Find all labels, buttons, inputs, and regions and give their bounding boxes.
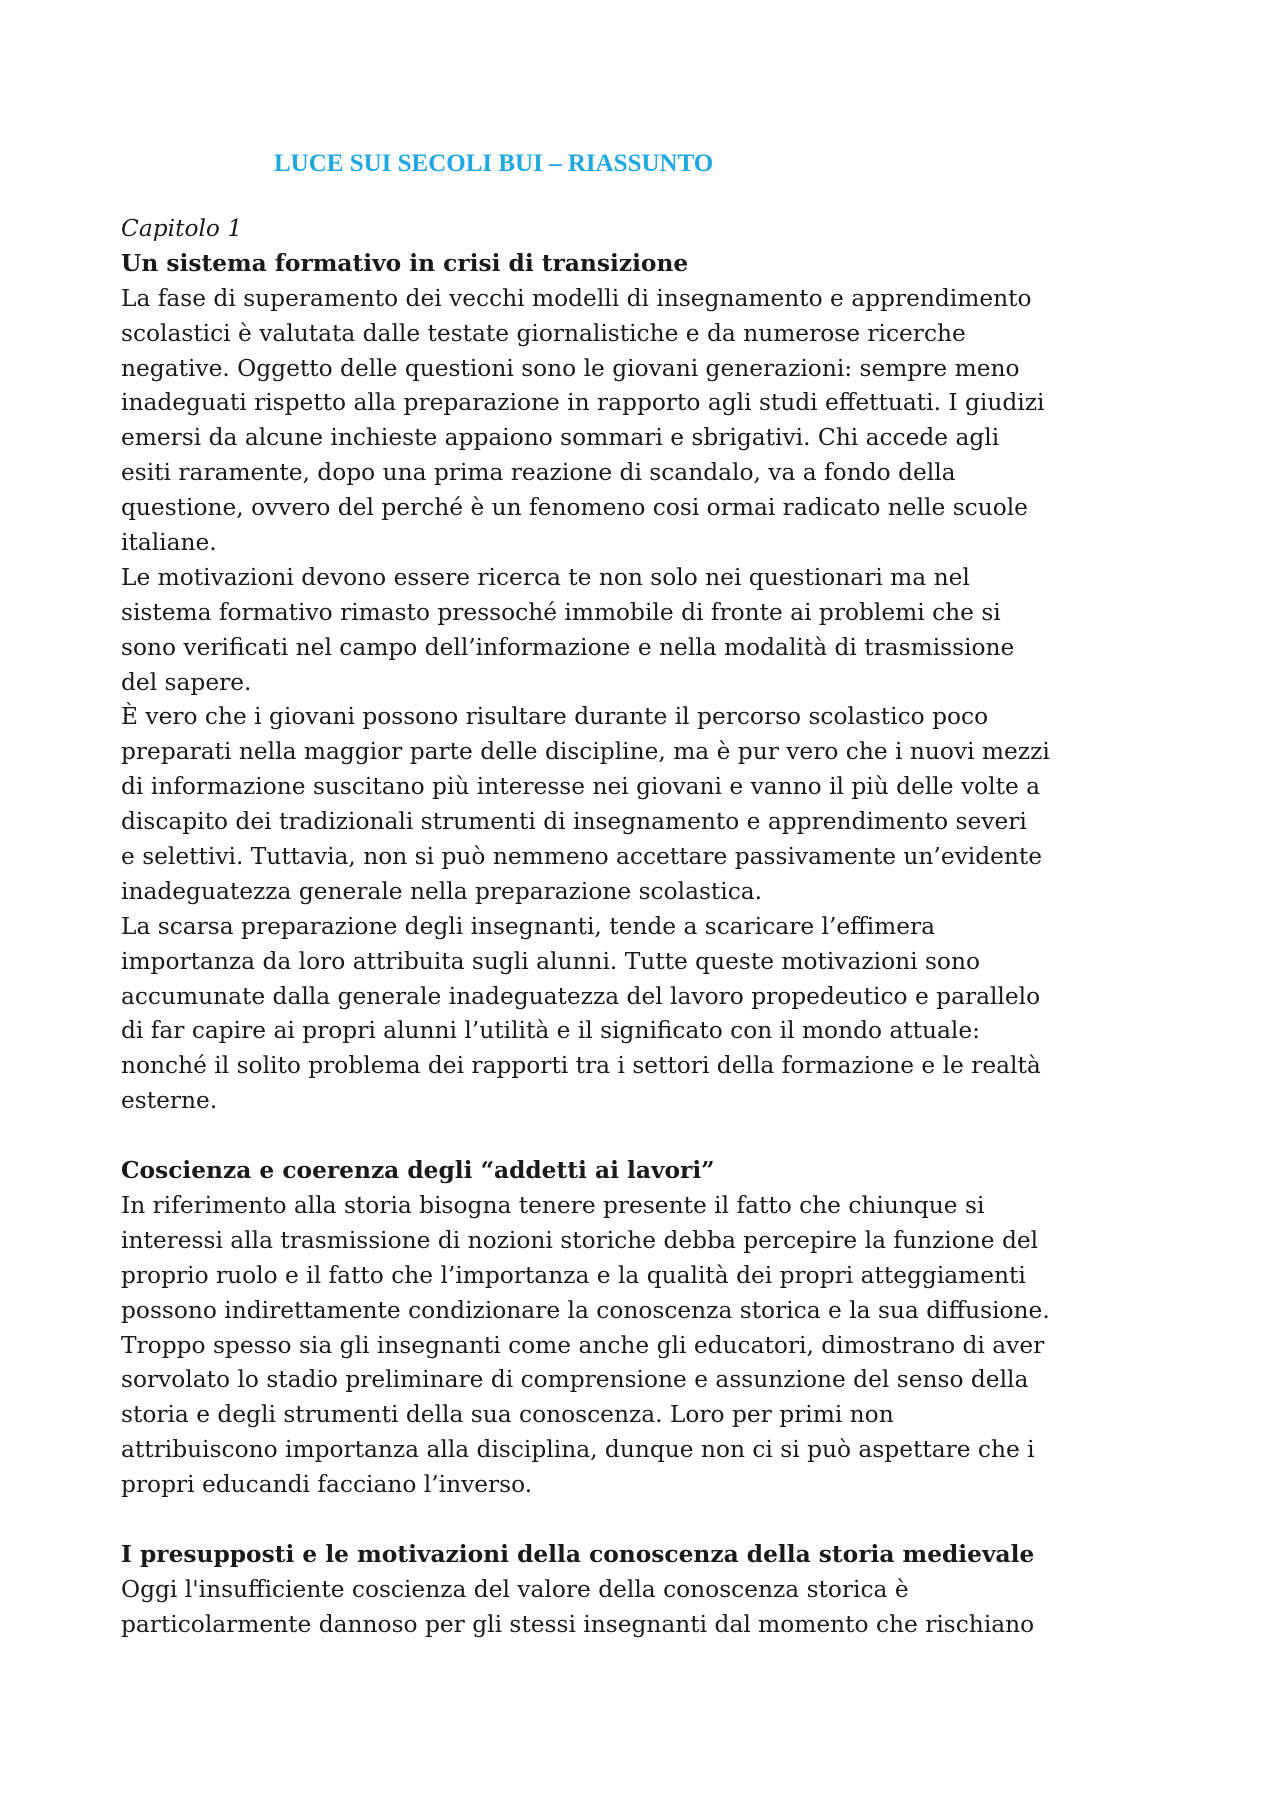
text-line: proprio ruolo e il fatto che l’importanza e la qualità dei propri atteggiamenti (121, 1261, 1026, 1289)
text-line: emersi da alcune inchieste appaiono sommari e sbrigativi. Chi accede agli (121, 424, 1000, 452)
text-line: La fase di superamento dei vecchi modelli di insegnamento e apprendimento (121, 284, 1032, 312)
section-heading: Coscienza e coerenza degli “addetti ai lavori” (121, 1157, 715, 1185)
paragraph-spacer (121, 1119, 1181, 1154)
text-line: di informazione suscitano più interesse nei giovani e vanno il più delle volte a (121, 773, 1041, 801)
text-line: importanza da loro attribuita sugli alunni. Tutte queste motivazioni sono (121, 947, 980, 975)
text-line: attribuiscono importanza alla disciplina, dunque non ci si può aspettare che i (121, 1436, 1035, 1464)
text-line: negative. Oggetto delle questioni sono le giovani generazioni: sempre meno (121, 354, 1020, 382)
text-line: storia e degli strumenti della sua conoscenza. Loro per primi non (121, 1401, 894, 1429)
text-line: In riferimento alla storia bisogna tenere presente il fatto che chiunque si (121, 1191, 985, 1219)
chapter-label: Capitolo 1 (121, 215, 243, 242)
document-title: LUCE SUI SECOLI BUI – RIASSUNTO (274, 150, 714, 177)
text-line: inadeguati rispetto alla preparazione in rapporto agli studi effettuati. I giudizi (121, 389, 1045, 417)
section-1 (121, 247, 1181, 1119)
text-line: accumunate dalla generale inadeguatezza del lavoro propedeutico e parallelo (121, 982, 1041, 1010)
text-line: Oggi l'insufficiente coscienza del valore della conoscenza storica è (121, 1575, 909, 1603)
section-2 (121, 1154, 1181, 1503)
text-line: esterne. (121, 1087, 218, 1115)
text-line: Troppo spesso sia gli insegnanti come anche gli educatori, dimostrano di aver (121, 1331, 1045, 1359)
section-body (121, 1189, 1181, 1503)
text-line: nonché il solito problema dei rapporti tra i settori della formazione e le realtà (121, 1052, 1041, 1080)
section-body (121, 282, 1181, 1119)
text-line: sorvolato lo stadio preliminare di comprensione e assunzione del senso della (121, 1366, 1029, 1394)
text-line: sono verificati nel campo dell’informazione e nella modalità di trasmissione (121, 633, 1015, 661)
document-body (121, 212, 1181, 1643)
text-line: inadeguatezza generale nella preparazione scolastica. (121, 877, 763, 905)
section-body (121, 1573, 1181, 1643)
text-line: preparati nella maggior parte delle discipline, ma è pur vero che i nuovi mezzi (121, 738, 1050, 766)
text-line: e selettivi. Tuttavia, non si può nemmeno accettare passivamente un’evidente (121, 843, 1043, 871)
text-line: La scarsa preparazione degli insegnanti, tende a scaricare l’effimera (121, 912, 936, 940)
section-3 (121, 1538, 1181, 1643)
section-heading: Un sistema formativo in crisi di transizione (121, 249, 689, 277)
text-line: possono indirettamente condizionare la conoscenza storica e la sua diffusione. (121, 1296, 1050, 1324)
text-line: sistema formativo rimasto pressoché immobile di fronte ai problemi che si (121, 598, 1001, 626)
text-line: scolastici è valutata dalle testate giornalistiche e da numerose ricerche (121, 319, 966, 347)
text-line: discapito dei tradizionali strumenti di insegnamento e apprendimento severi (121, 808, 1027, 836)
text-line: esiti raramente, dopo una prima reazione di scandalo, va a fondo della (121, 459, 956, 487)
text-line: di far capire ai propri alunni l’utilità e il significato con il mondo attuale: (121, 1017, 981, 1045)
text-line: italiane. (121, 529, 217, 557)
text-line: del sapere. (121, 668, 252, 696)
text-line: È vero che i giovani possono risultare durante il percorso scolastico poco (121, 703, 989, 731)
text-line: questione, ovvero del perché è un fenomeno cosi ormai radicato nelle scuole (121, 494, 1028, 522)
paragraph-spacer (121, 1503, 1181, 1538)
text-line: interessi alla trasmissione di nozioni storiche debba percepire la funzione del (121, 1226, 1039, 1254)
text-line: Le motivazioni devono essere ricerca te non solo nei questionari ma nel (121, 563, 970, 591)
text-line: particolarmente dannoso per gli stessi insegnanti dal momento che rischiano (121, 1610, 1035, 1638)
text-line: propri educandi facciano l’inverso. (121, 1471, 533, 1499)
section-heading: I presupposti e le motivazioni della conoscenza della storia medievale (121, 1540, 1035, 1568)
